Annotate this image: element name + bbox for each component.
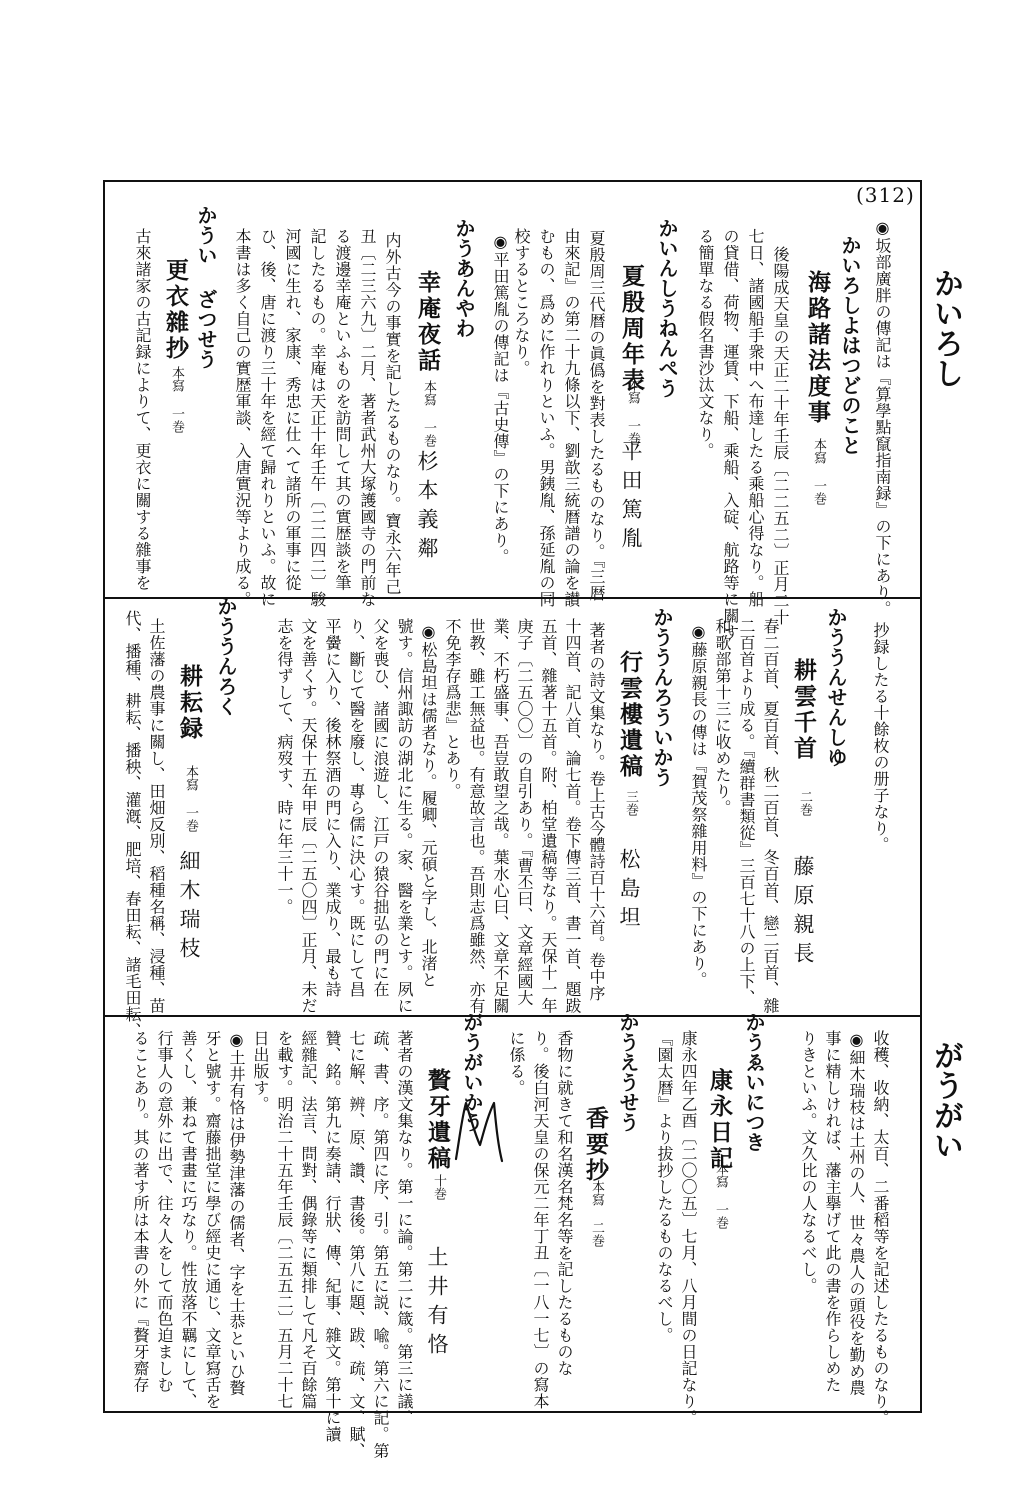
entry-meta-koui: 本寫 一巻	[169, 366, 184, 433]
entry-line: 河國に生れ、家康、秀忠に仕へて諸所の軍事に從	[283, 228, 302, 591]
entry-line: 父を喪ひ、諸國に浪遊し、江戸の猿谷拙弘の門に在	[371, 618, 390, 998]
entry-line: 疏、書、序。第四に序、引。第五に説、喩。第六に記。第	[371, 1030, 390, 1459]
entry-line: 香物に就きて和名漢名梵名等を記したるものな	[555, 1030, 574, 1377]
entry-line: 『園太暦』より拔抄したるものなるべし。	[655, 1030, 674, 1344]
heading-kaiin: かいんしうねんぺう	[655, 218, 679, 398]
entry-line: 和歌部第十三に收めたり。	[713, 618, 732, 816]
entry-line: ◉平田篤胤の傳記は『古史傳』の下にあり。	[491, 232, 510, 565]
entry-line: 十四首、記八首、論七首。卷下傳三首、書一首、題跋	[563, 618, 582, 1014]
entry-line: る渡邊幸庵といふものを訪問して其の實歴談を筆	[333, 228, 352, 591]
entry-line: 著者の詩文集なり。卷上古今體詩百十六首。卷中序	[587, 622, 606, 1002]
entry-author-kouun-roku: 細木瑞枝	[177, 850, 201, 966]
entry-line: ◉土井有恪は伊勢津藩の儒者、字を士恭といひ贅	[227, 1030, 246, 1396]
entry-meta-kouun-sen: 二巻	[797, 790, 812, 816]
entry-meta-kouun-rou: 三巻	[623, 790, 638, 816]
entry-meta-kairo: 本寫 一巻	[811, 438, 826, 505]
entry-meta-kouyou: 本寫 二巻	[589, 1180, 604, 1247]
entry-line: 行事人の意外に出で、往々人をして而色迫ましむ	[155, 1030, 174, 1393]
section-tag-right: かいろし	[928, 268, 963, 388]
cont-line: 收穫、收納、太百、二番稻等を記述したるものなり。	[871, 1030, 890, 1426]
entry-line: 由來記』の第二十九條以下、劉歆三統暦譜の論を讃	[562, 228, 581, 608]
entry-meta-kaiin: 本寫 一巻	[625, 378, 640, 445]
heading-kouei: かうゑいにつき	[742, 1012, 766, 1152]
entry-title-kouun-sen: 耕雲千首	[790, 658, 817, 762]
cont-line: ◉細木瑞枝は土州の人、世々農人の頭役を勤め農	[847, 1030, 866, 1396]
entry-line: 古來諸家の古記録によりて、更衣に關する雜事を	[133, 228, 152, 591]
entry-meta-kouun-roku: 本寫 一巻	[183, 765, 198, 832]
entry-line: 著者の漢文集なり。第一に論。第二に箴。第三に議、	[395, 1030, 414, 1426]
entry-line: 本書は多く自己の實歴軍談、入唐實況等より成る。	[233, 228, 252, 608]
entry-title-kouyou: 香要抄	[582, 1106, 609, 1184]
entry-author-kouun-sen: 藤原親長	[791, 855, 815, 971]
entry-line: 七日、諸國船手衆中へ布達したる乘船心得なり。船	[746, 228, 765, 608]
entry-line: 七に解、辨、原、讚、書後。第八に題、跋、疏、文、賦、	[347, 1030, 366, 1459]
entry-line: 文を善くす。天保十五年甲辰〔二五〇四〕正月、未だ	[299, 618, 318, 1014]
entry-line: 土佐藩の農事に關し、田畑反別、稻種名稱、浸種、苗	[147, 618, 166, 1014]
entry-line: 五首、雜著十五首。附、柏堂遺稿等なり。天保十一年	[539, 618, 558, 1014]
entry-line: むもの、爲めに作れりといふ。男銕胤、孫延胤の同	[537, 228, 556, 608]
entry-title-kaiin: 夏殷周年表	[618, 264, 645, 394]
entry-line: を載す。明治二十五年壬辰〔二五五二〕五月二十七	[275, 1030, 294, 1410]
entry-line: ることあり。其の著す所は本書の外に『贅牙齋存	[131, 1030, 150, 1393]
entry-author-kouun-rou: 松島坦	[617, 848, 641, 935]
entry-line: 二百首より成る。『續群書類從』三百七十八の上下、	[737, 618, 756, 1006]
entry-line: 不免李存爲悲』とあり。	[443, 618, 462, 800]
heading-kouan: かうあんやわ	[452, 218, 476, 338]
handwritten-annotation	[450, 1095, 508, 1167]
heading-kouun-rou: かううんろういかう	[650, 607, 674, 787]
entry-line: 後陽成天皇の天正二十年壬辰〔二二五二〕正月二十	[771, 246, 790, 626]
heading-kouyou: かうえうせう	[616, 1012, 640, 1132]
entry-line: 志を得ずして、病歿す、時に年三十一。	[275, 618, 294, 915]
entry-line: 日出版す。	[251, 1030, 270, 1113]
note-top: ◉坂部廣胖の傳記は『算學點竄指南録』の下にあり。	[873, 218, 892, 617]
entry-title-koui: 更衣雜抄	[162, 258, 189, 362]
entry-author-kaiin: 平田篤胤	[619, 440, 643, 556]
entry-line: 夏殷周三代暦の眞僞を對表したるものなり。『三暦	[587, 230, 606, 602]
entry-title-kouun-rou: 行雲樓遺稿	[616, 650, 643, 780]
cont-line: りきといふ。文久比の人なるべし。	[799, 1030, 818, 1294]
entry-title-kouun-roku: 耕耘録	[176, 664, 203, 742]
entry-title-kouei: 康永日記	[706, 1068, 733, 1172]
entry-line: 牙と號す。齋藤拙堂に學び經史に通じ、文章寫舌を	[203, 1030, 222, 1410]
heading-kairoshi: かいろしよはつどのこと	[838, 235, 862, 455]
heading-koui: かうい ざつせう	[194, 205, 218, 369]
entry-line: 代、播種、耕耘、播秧、灌漑、肥培、春田耘、諸毛田耘、	[123, 610, 142, 1039]
entry-title-gougai: 贅牙遺稿	[424, 1068, 451, 1172]
entry-author-gougai: 土井有恪	[425, 1246, 449, 1362]
entry-line: の貸借、荷物、運賃、下船、乘船、入碇、航路等に關す	[721, 228, 740, 641]
section-tag-left: がうがい	[928, 1040, 963, 1160]
entry-line: 庚子〔二五〇〇〕の自引あり。『曹丕曰、文章經國大	[515, 618, 534, 1006]
entry-meta-kouei: 本寫 一巻	[713, 1162, 728, 1229]
entry-line: 善くし、兼ねて書畫に巧なり。性放落不羈にして、	[179, 1030, 198, 1410]
entry-line: 康永四年乙酉〔二〇〇五〕七月、八月間の日記なり。	[679, 1030, 698, 1426]
entry-author-kouan: 杉本義鄰	[415, 450, 439, 566]
entry-line: り、斷じて醫を廢し、專ら儒に決心す。既にして昌	[347, 618, 366, 998]
entry-line: 春二百首、夏百首、秋二百首、冬百首、戀二百首、雜	[761, 618, 780, 1014]
heading-kouun-roku: かううんろく	[214, 596, 238, 716]
entry-line: ◉松島坦は儒者なり。履卿、元碩と字し、北渚と	[419, 622, 438, 988]
entry-meta-gougai: 十巻	[431, 1174, 446, 1200]
entry-title-kairo: 海路諸法度事	[804, 270, 831, 426]
entry-line: ひ、後、唐に渡り三十年を經て歸れりといふ。故に	[258, 228, 277, 608]
heading-kouun-sen: かううんせんしゆ	[824, 607, 848, 767]
cont-line: 抄録したる十餘枚の册子なり。	[871, 622, 890, 853]
cont-line: 事に精しければ、藩主擧げて此の書を作らしめた	[823, 1030, 842, 1393]
entry-line: に係る。	[507, 1030, 526, 1096]
entry-line: ◉藤原親長の傳は『賀茂祭雜用料』の下にあり。	[689, 622, 708, 988]
page-number: (312)	[856, 183, 915, 207]
entry-line: 業、不朽盛事、吾豈敢望之哉。葉水心曰、文章不足關	[491, 618, 510, 1014]
entry-line: 記したるもの。幸庵は天正十年壬午〔二二四二〕駿	[308, 228, 327, 608]
entry-meta-kouan: 本寫 一巻	[421, 380, 436, 447]
entry-line: 經雜記、法言、問對、偶錄等に類排して凡そ百餘篇	[299, 1030, 318, 1410]
row-divider-bottom	[103, 1015, 922, 1017]
entry-line: る簡單なる假名書沙汰文なり。	[696, 228, 715, 459]
entry-line: 號す。信州諏訪の湖北に生る。家、醫を業とす。夙に	[395, 618, 414, 1014]
entry-line: 校するところなり。	[512, 228, 531, 377]
entry-line: 平黌に入り、後林祭酒の門に入り、業成り、最も詩	[323, 618, 342, 998]
entry-line: り。後白河天皇の保元二年丁丑〔一八一七〕の寫本	[531, 1030, 550, 1410]
entry-line: 贊、銘。第九に奏請、行狀、傳、紀事、雜文。第十に讀	[323, 1030, 342, 1443]
entry-line: 世教、雖工無益也。有意故言也。吾則志爲雖然、亦有	[467, 618, 486, 1014]
entry-title-kouan: 幸庵夜話	[414, 270, 441, 374]
heading-gougai: がうがいかう	[460, 1012, 484, 1132]
entry-line: 丑〔二三六九〕二月、著者武州大塚護國寺の門前な	[358, 228, 377, 608]
entry-line: 内外古今の事實を記したるものなり。寶永六年己	[383, 232, 402, 595]
